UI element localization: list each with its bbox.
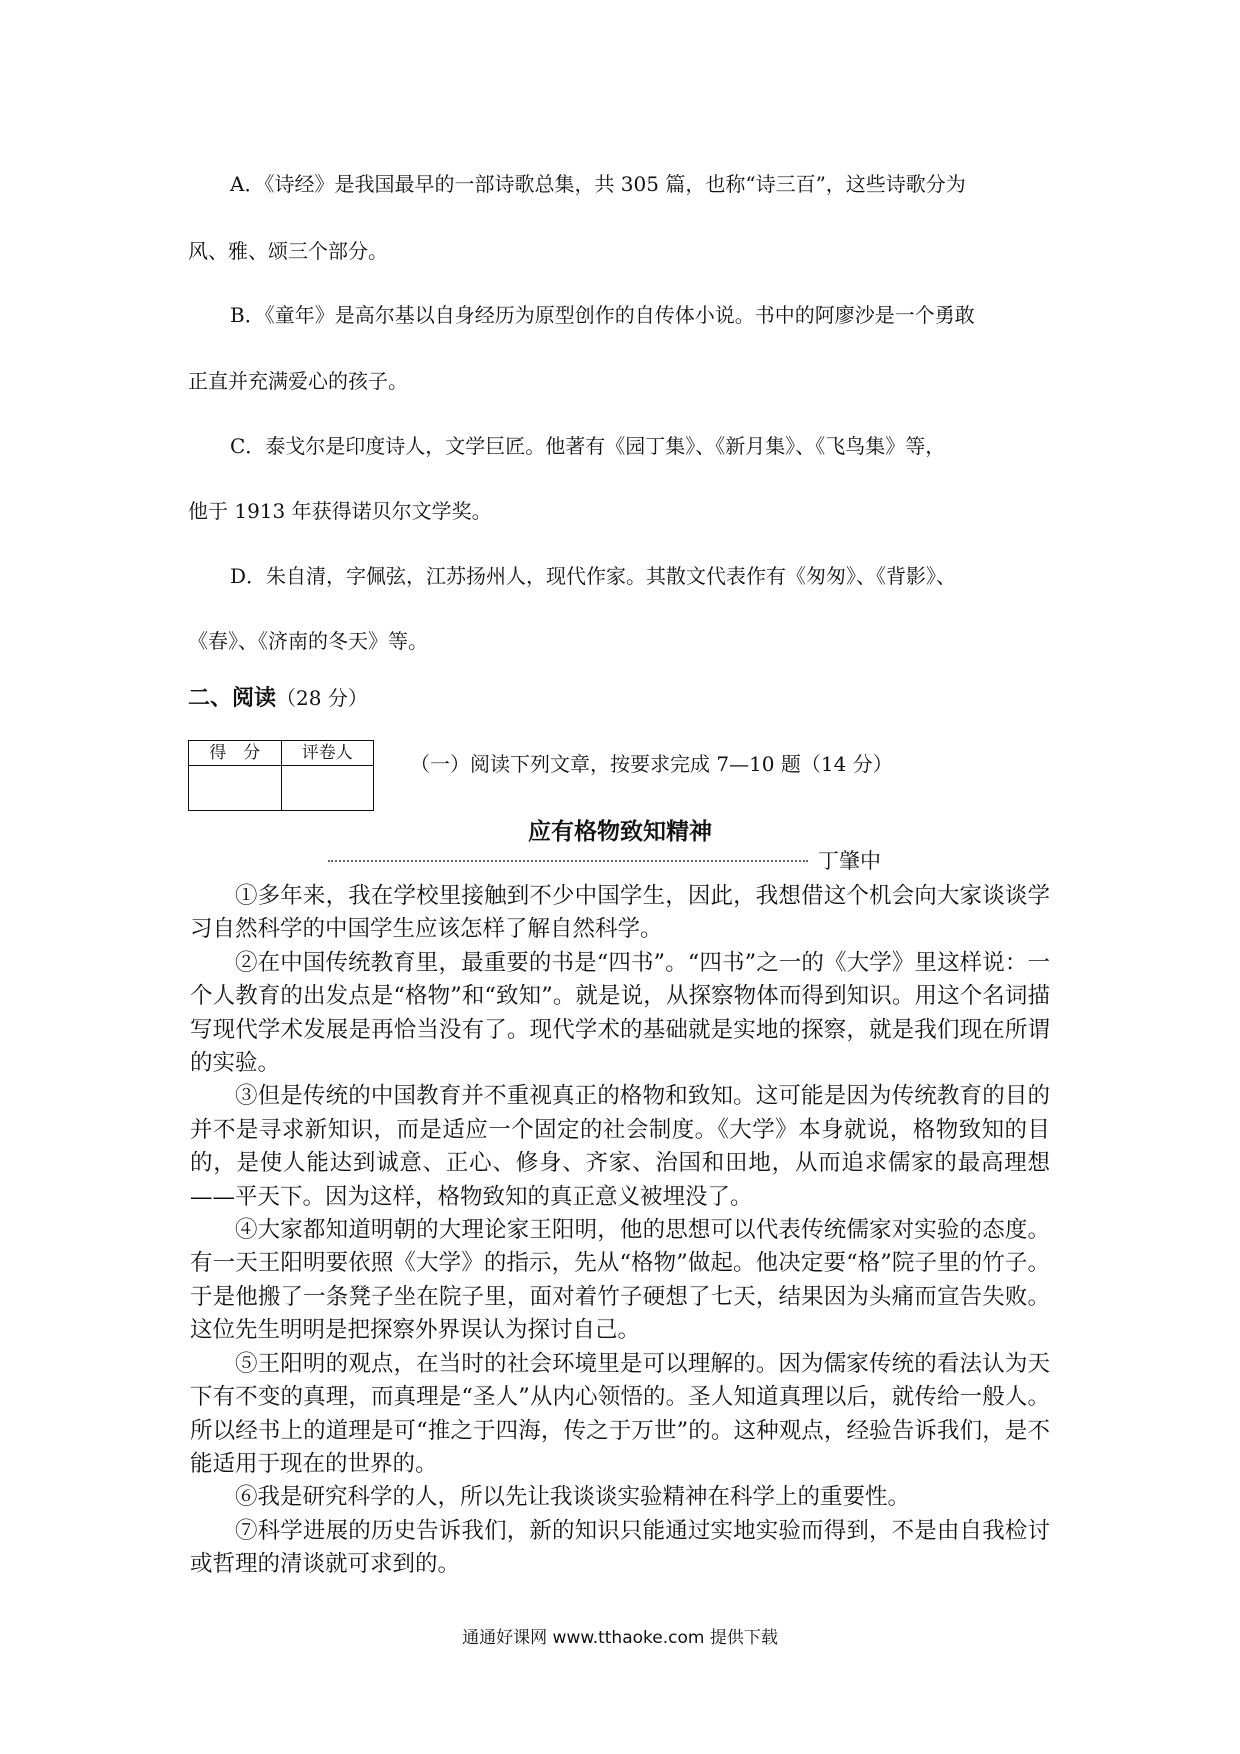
- article-author: 丁肇中: [818, 849, 881, 873]
- option-a-line1: [230, 170, 966, 198]
- article-paragraph: ④大家都知道明朝的大理论家王阳明，他的思想可以代表传统儒家对实验的态度。有一天王阳明要依照《大学》的指示，先从“格物”做起。他决定要“格”院子里的竹子。于是他搬了一条凳子坐在院子里，面对着竹子硬想了七天，结果因为头痛而宣告失败。这位先生明明是把探察外界误认为探讨自己。: [190, 1217, 1050, 1344]
- option-c-letter: C．: [230, 434, 266, 458]
- section-score: （28 分）: [276, 686, 368, 710]
- article-title: 应有格物致知精神: [528, 819, 712, 845]
- score-cell: [189, 766, 282, 811]
- option-d-letter: D．: [230, 564, 267, 588]
- page-footer: 通通好课网 www.tthaoke.com 提供下载: [462, 1628, 778, 1648]
- option-a-line2: 风、雅、颂三个部分。: [188, 239, 388, 263]
- article-paragraph: ⑦科学进展的历史告诉我们，新的知识只能通过实地实验而得到，不是由自我检讨或哲理的清谈就可求到的。: [190, 1517, 1050, 1578]
- option-b-line2: 正直并充满爱心的孩子。: [188, 369, 408, 393]
- option-c-line1: [230, 432, 945, 460]
- section-heading: [188, 683, 368, 714]
- article-body: [190, 880, 1050, 1582]
- score-column-header: 得 分: [189, 741, 282, 766]
- grader-cell: [281, 766, 374, 811]
- option-d-line2: 《春》、《济南的冬天》等。: [188, 629, 428, 653]
- article-paragraph: ①多年来，我在学校里接触到不少中国学生，因此，我想借这个机会向大家谈谈学习自然科学的中国学生应该怎样了解自然科学。: [190, 883, 1050, 943]
- grader-column-header: 评卷人: [281, 741, 374, 766]
- article-paragraph: ③但是传统的中国教育并不重视真正的格物和致知。这可能是因为传统教育的目的并不是寻求新知识，而是适应一个固定的社会制度。《大学》本身就说，格物致知的目的，是使人能达到诚意、正心、修身、齐家、治国和田地，从而追求儒家的最高理想——平天下。因为这样，格物致知的真正意义被埋没了。: [190, 1083, 1050, 1210]
- article-paragraph: ⑥我是研究科学的人，所以先让我谈谈实验精神在科学上的重要性。: [235, 1484, 911, 1511]
- option-d-line1: [230, 562, 956, 590]
- article-paragraph: ⑤王阳明的观点，在当时的社会环境里是可以理解的。因为儒家传统的看法认为天下有不变的真理，而真理是“圣人”从内心领悟的。圣人知道真理以后，就传给一般人。所以经书上的道理是可“推之于四海，传之于万世”的。这种观点，经验告诉我们，是不能适用于现在的世界的。: [190, 1350, 1050, 1477]
- option-a-letter: A．: [230, 172, 265, 196]
- option-b-line1: [230, 301, 975, 329]
- option-b-letter: B．: [230, 303, 265, 327]
- article-paragraph: ②在中国传统教育里，最重要的书是“四书”。“四书”之一的《大学》里这样说：一个人教育的出发点是“格物”和“致知”。就是说，从探察物体而得到知识。用这个名词描写现代学术发展是再恰当没有了。现代学术的基础就是实地的探察，就是我们现在所谓的实验。: [190, 949, 1050, 1077]
- dot-leader: [328, 860, 808, 862]
- section-title: 二、阅读: [188, 686, 277, 711]
- option-d-text: 朱自清，字佩弦，江苏扬州人，现代作家。其散文代表作有《匆匆》、《背影》、: [266, 564, 957, 588]
- score-table: [188, 740, 374, 811]
- option-c-line2: 他于 1913 年获得诺贝尔文学奖。: [188, 499, 492, 523]
- option-c-text: 泰戈尔是印度诗人，文学巨匠。他著有《园丁集》、《新月集》、《飞鸟集》等，: [265, 434, 946, 458]
- reading-instruction: （一）阅读下列文章，按要求完成 7—10 题（14 分）: [410, 752, 893, 776]
- option-b-text: 《童年》是高尔基以自身经历为原型创作的自传体小说。书中的阿廖沙是一个勇敢: [264, 303, 975, 327]
- option-a-text: 《诗经》是我国最早的一部诗歌总集，共 305 篇，也称“诗三百”，这些诗歌分为: [264, 172, 966, 196]
